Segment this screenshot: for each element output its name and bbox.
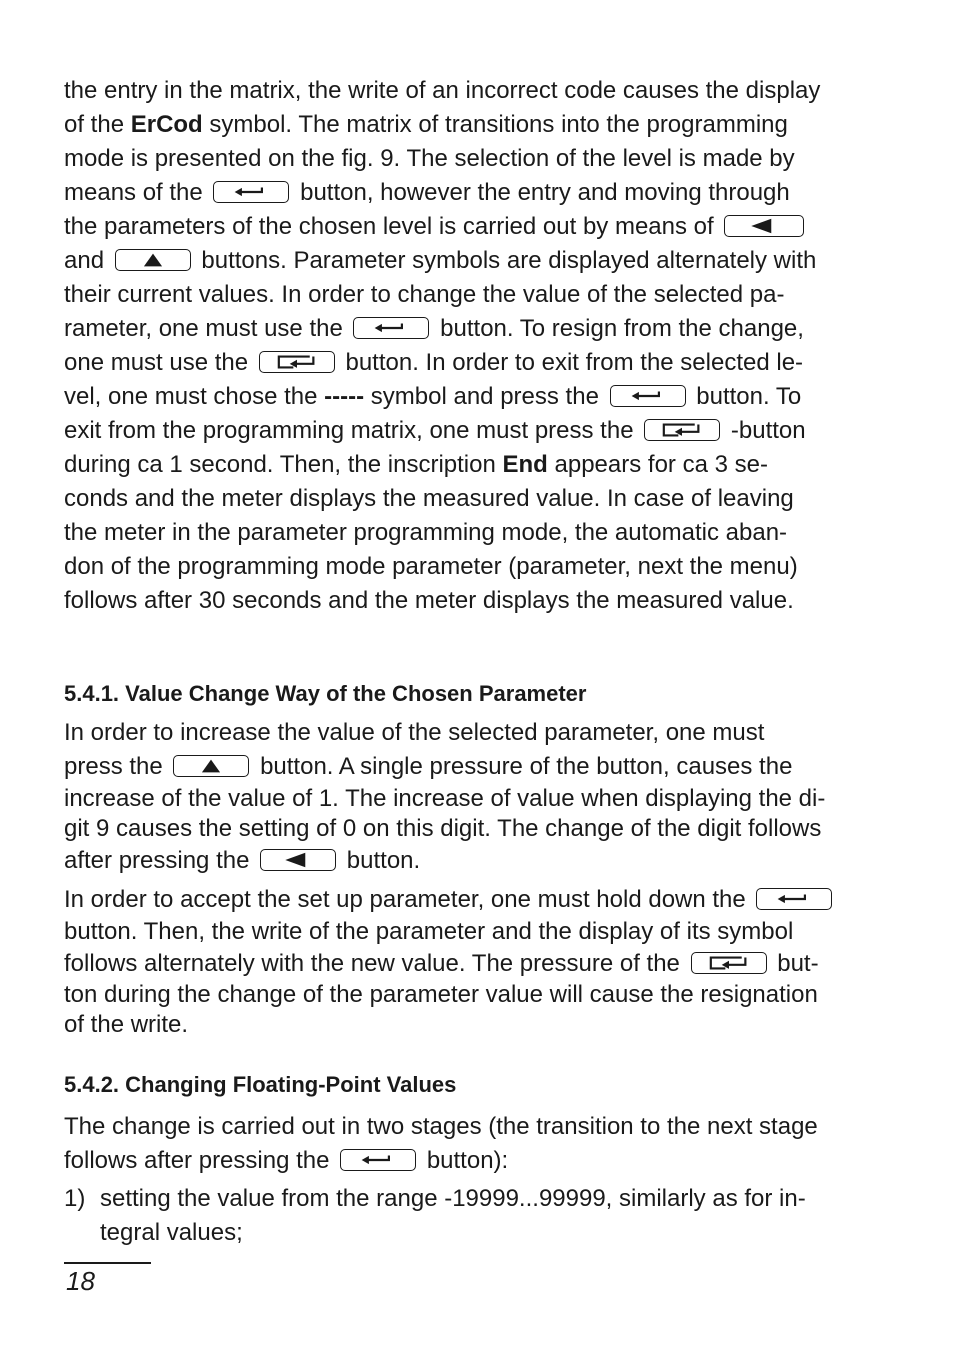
up-arrow-icon: [173, 755, 249, 777]
text-line: of the ErCod symbol. The matrix of transitions into the programming: [64, 111, 788, 138]
text-line: the meter in the parameter programming mode, the automatic aban-: [64, 519, 788, 546]
text-line: In order to increase the value of the selected parameter, one must: [64, 719, 765, 746]
text-line: vel, one must chose the ----- symbol and press the button. To: [64, 383, 802, 410]
text-line: follows after pressing the button):: [64, 1147, 509, 1174]
text-line: increase of the value of 1. The increase of value when displaying the di-: [64, 785, 826, 812]
escape-icon: [691, 952, 767, 974]
text-line: tegral values;: [100, 1219, 243, 1246]
enter-icon: [213, 181, 289, 203]
enter-icon: [756, 888, 832, 910]
end-symbol: End: [502, 451, 548, 478]
text-line: after pressing the button.: [64, 847, 421, 874]
text-line: rameter, one must use the button. To resign from the change,: [64, 315, 804, 342]
left-arrow-icon: [724, 215, 804, 237]
footer-rule: [64, 1262, 151, 1264]
dashes-symbol: -----: [324, 383, 365, 410]
section-heading-5-4-2: 5.4.2. Changing Floating-Point Values: [64, 1072, 457, 1097]
text-line: the entry in the matrix, the write of an incorrect code causes the display: [64, 77, 821, 104]
list-item-number: 1): [64, 1185, 86, 1212]
text-line: the parameters of the chosen level is carried out by means of: [64, 210, 872, 244]
section-5-4-1-paragraph-2: [64, 884, 872, 1040]
escape-icon: [644, 419, 720, 441]
left-arrow-icon: [260, 849, 336, 871]
text-line: button. Then, the write of the parameter and the display of its symbol: [64, 918, 794, 945]
text-line: press the button. A single pressure of the button, causes the: [64, 753, 793, 780]
text-line: In order to accept the set up parameter, one must hold down the: [64, 884, 872, 916]
text-line: their current values. In order to change the value of the selected pa-: [64, 281, 785, 308]
text-line: during ca 1 second. Then, the inscription End appears for ca 3 se-: [64, 451, 768, 478]
section-heading-5-4-1: 5.4.1. Value Change Way of the Chosen Parameter: [64, 681, 587, 706]
text-line: of the write.: [64, 1011, 189, 1038]
text-line: exit from the programming matrix, one must press the -button: [64, 417, 806, 444]
text-line: setting the value from the range -19999...99999, similarly as for in-: [100, 1185, 806, 1212]
page-number: 18: [66, 1266, 95, 1296]
text-line: means of the button, however the entry and moving through: [64, 179, 790, 206]
escape-icon: [259, 351, 335, 373]
text-line: one must use the button. In order to exit from the selected le-: [64, 349, 804, 376]
text-line: and buttons. Parameter symbols are displayed alternately with: [64, 247, 817, 274]
text-line: mode is presented on the fig. 9. The selection of the level is made by: [64, 145, 795, 172]
enter-icon: [340, 1149, 416, 1171]
intro-paragraph: [64, 74, 872, 618]
text-line: follows after 30 seconds and the meter displays the measured value.: [64, 587, 794, 614]
enter-icon: [610, 385, 686, 407]
ercod-symbol: ErCod: [130, 111, 203, 138]
section-5-4-2-paragraph: [64, 1110, 872, 1178]
text-line: The change is carried out in two stages (the transition to the next stage: [64, 1113, 818, 1140]
text-line: conds and the meter displays the measured value. In case of leaving: [64, 485, 794, 512]
text-line: don of the programming mode parameter (parameter, next the menu): [64, 553, 798, 580]
section-5-4-1-paragraph-1: [64, 716, 872, 878]
enter-icon: [353, 317, 429, 339]
text-line: git 9 causes the setting of 0 on this digit. The change of the digit follows: [64, 815, 822, 842]
list-item: [64, 1182, 872, 1250]
up-arrow-icon: [115, 249, 191, 271]
text-line: ton during the change of the parameter value will cause the resignation: [64, 981, 818, 1008]
text-line: follows alternately with the new value. The pressure of the but-: [64, 950, 819, 977]
